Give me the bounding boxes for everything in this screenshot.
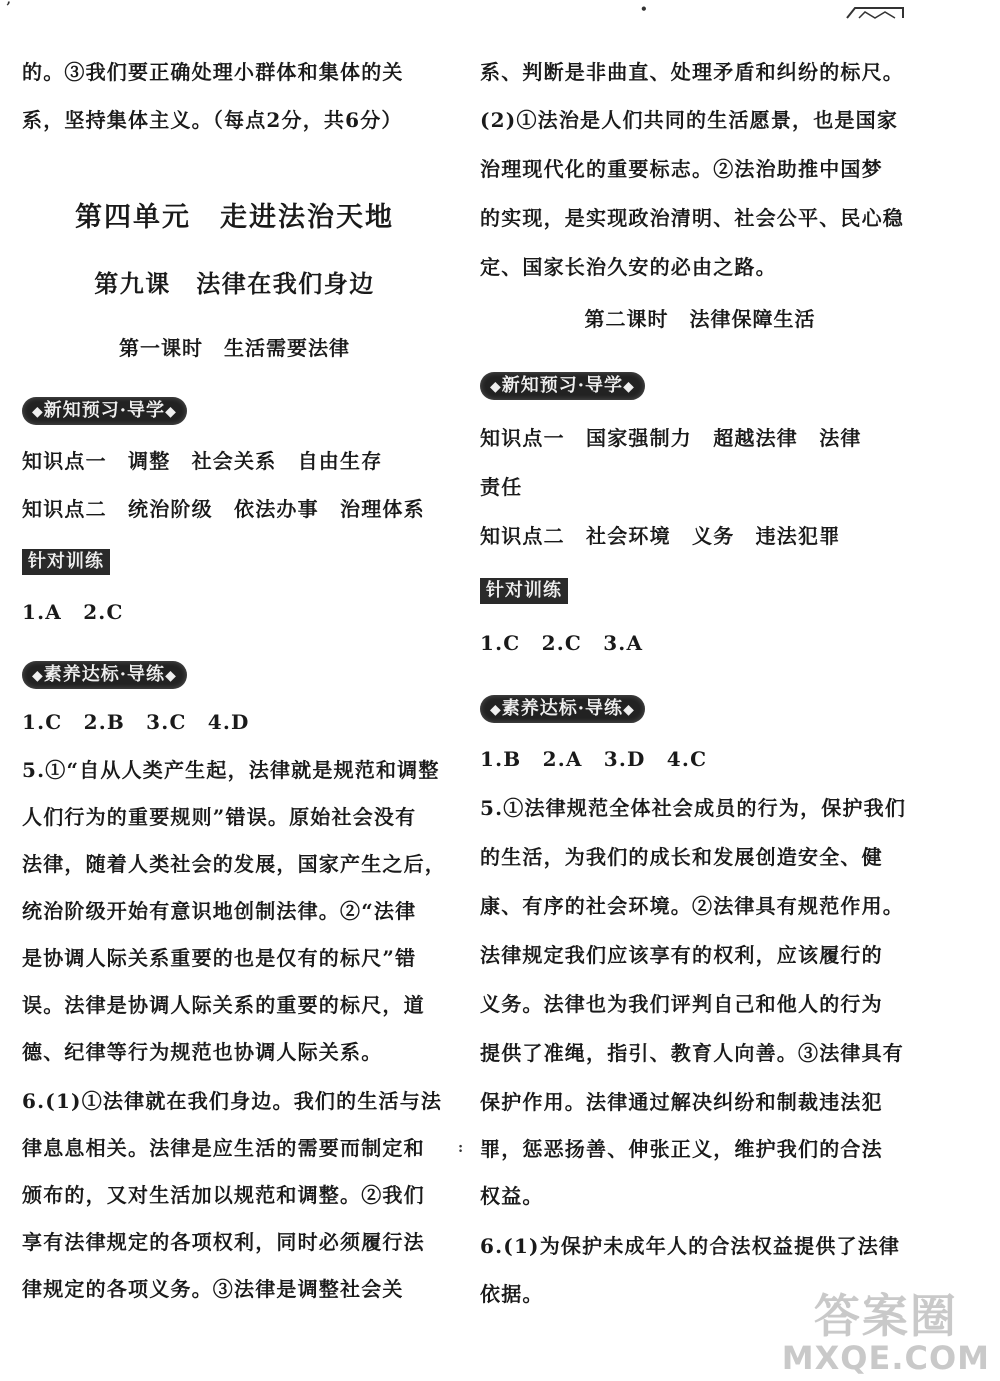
diamond-icon: ◆ [490,379,502,395]
q6-line: 律息息相关。法律是应生活的需要而制定和 [22,1136,425,1160]
q6-line: 颁布的，又对生活加以规范和调整。②我们 [22,1183,425,1207]
lesson-title: 第九课 法律在我们身边 [94,269,375,298]
q6-line: 6.(1)为保护未成年人的合法权益提供了法律 [480,1234,901,1258]
ribbon-label: 素养达标·导练 [43,664,166,685]
continuation-line: 治理现代化的重要标志。②法治助推中国梦 [480,157,883,181]
scan-speck: : [458,1140,464,1156]
knowledge-point-1: 知识点一 调整 社会关系 自由生存 [22,449,383,473]
period-title: 第二课时 法律保障生活 [584,307,816,331]
unit-title: 第四单元 走进法治天地 [75,202,394,233]
watermark-logo [782,1291,990,1375]
continuation-line: (2)①法治是人们共同的生活愿景，也是国家 [480,108,899,132]
q5-line: 误。法律是协调人际关系的重要的标尺，道 [22,993,425,1017]
diamond-icon: ◆ [32,404,44,420]
practice-answers: 1.B 2.A 3.D 4.C [480,747,708,771]
q6-line: 律规定的各项义务。③法律是调整社会关 [22,1277,404,1301]
training-answers: 1.A 2.C [22,600,124,624]
scan-speck: • [640,2,648,16]
continuation-line: 定、国家长治久安的必由之路。 [480,255,777,279]
section-ribbon-practice [22,661,187,689]
q5-line: 的生活，为我们的成长和发展创造安全、健 [480,845,883,869]
diamond-icon: ◆ [623,702,635,718]
q5-line: 义务。法律也为我们评判自己和他人的行为 [480,992,883,1016]
q5-line: 康、有序的社会环境。②法律具有规范作用。 [480,894,904,918]
period-title: 第一课时 生活需要法律 [119,336,350,360]
continuation-line: 的。③我们要正确处理小群体和集体的关 [22,60,404,84]
q6-line: 6.(1)①法律就在我们身边。我们的生活与法 [22,1089,443,1113]
ribbon-label: 新知预习·导学 [501,375,624,396]
corner-tab-mark [845,4,907,22]
q5-line: 权益。 [480,1184,544,1208]
q5-line: 是协调人际关系重要的也是仅有的标尺”错 [22,946,417,970]
section-ribbon-preview [22,397,187,425]
knowledge-point-1-continued: 责任 [480,475,523,499]
diamond-icon: ◆ [490,702,502,718]
knowledge-point-1: 知识点一 国家强制力 超越法律 法律 [480,426,862,450]
q6-line: 依据。 [480,1282,544,1306]
ribbon-label: 新知预习·导学 [43,400,166,421]
knowledge-point-2: 知识点二 社会环境 义务 违法犯罪 [480,524,841,548]
diamond-icon: ◆ [32,668,44,684]
diamond-icon: ◆ [623,379,635,395]
q6-line: 享有法律规定的各项权利，同时必须履行法 [22,1230,425,1254]
q5-line: 5.①“自从人类产生起，法律就是规范和调整 [22,758,440,782]
watermark-text: 答案圈 [813,1289,958,1343]
practice-answers: 1.C 2.B 3.C 4.D [22,710,250,734]
q5-line: 统治阶级开始有意识地创制法律。②“法律 [22,899,417,923]
section-tag-training: 针对训练 [22,549,110,575]
knowledge-point-2: 知识点二 统治阶级 依法办事 治理体系 [22,497,425,521]
q5-line: 人们行为的重要规则”错误。原始社会没有 [22,805,417,829]
ribbon-label: 素养达标·导练 [501,698,624,719]
watermark-url: MXQE.COM [781,1339,990,1377]
continuation-line: 的实现，是实现政治清明、社会公平、民心稳 [480,206,904,230]
q5-line: 德、纪律等行为规范也协调人际关系。 [22,1040,383,1064]
section-ribbon-preview [480,372,645,400]
continuation-line: 系、判断是非曲直、处理矛盾和纠纷的标尺。 [480,60,904,84]
q5-line: 提供了准绳，指引、教育人向善。③法律具有 [480,1041,904,1065]
section-ribbon-practice [480,695,645,723]
section-tag-training: 针对训练 [480,578,568,604]
diamond-icon: ◆ [165,404,177,420]
diamond-icon: ◆ [165,668,177,684]
continuation-line: 系，坚持集体主义。（每点2分，共6分） [22,108,403,132]
q5-line: 法律规定我们应该享有的权利，应该履行的 [480,943,883,967]
q5-line: 法律，随着人类社会的发展，国家产生之后， [22,852,446,876]
q5-line: 罪，惩恶扬善、伸张正义，维护我们的合法 [480,1137,883,1161]
q5-line: 保护作用。法律通过解决纠纷和制裁违法犯 [480,1090,883,1114]
scan-speck: ’ [6,0,11,16]
q5-line: 5.①法律规范全体社会成员的行为，保护我们 [480,796,907,820]
training-answers: 1.C 2.C 3.A [480,631,644,655]
